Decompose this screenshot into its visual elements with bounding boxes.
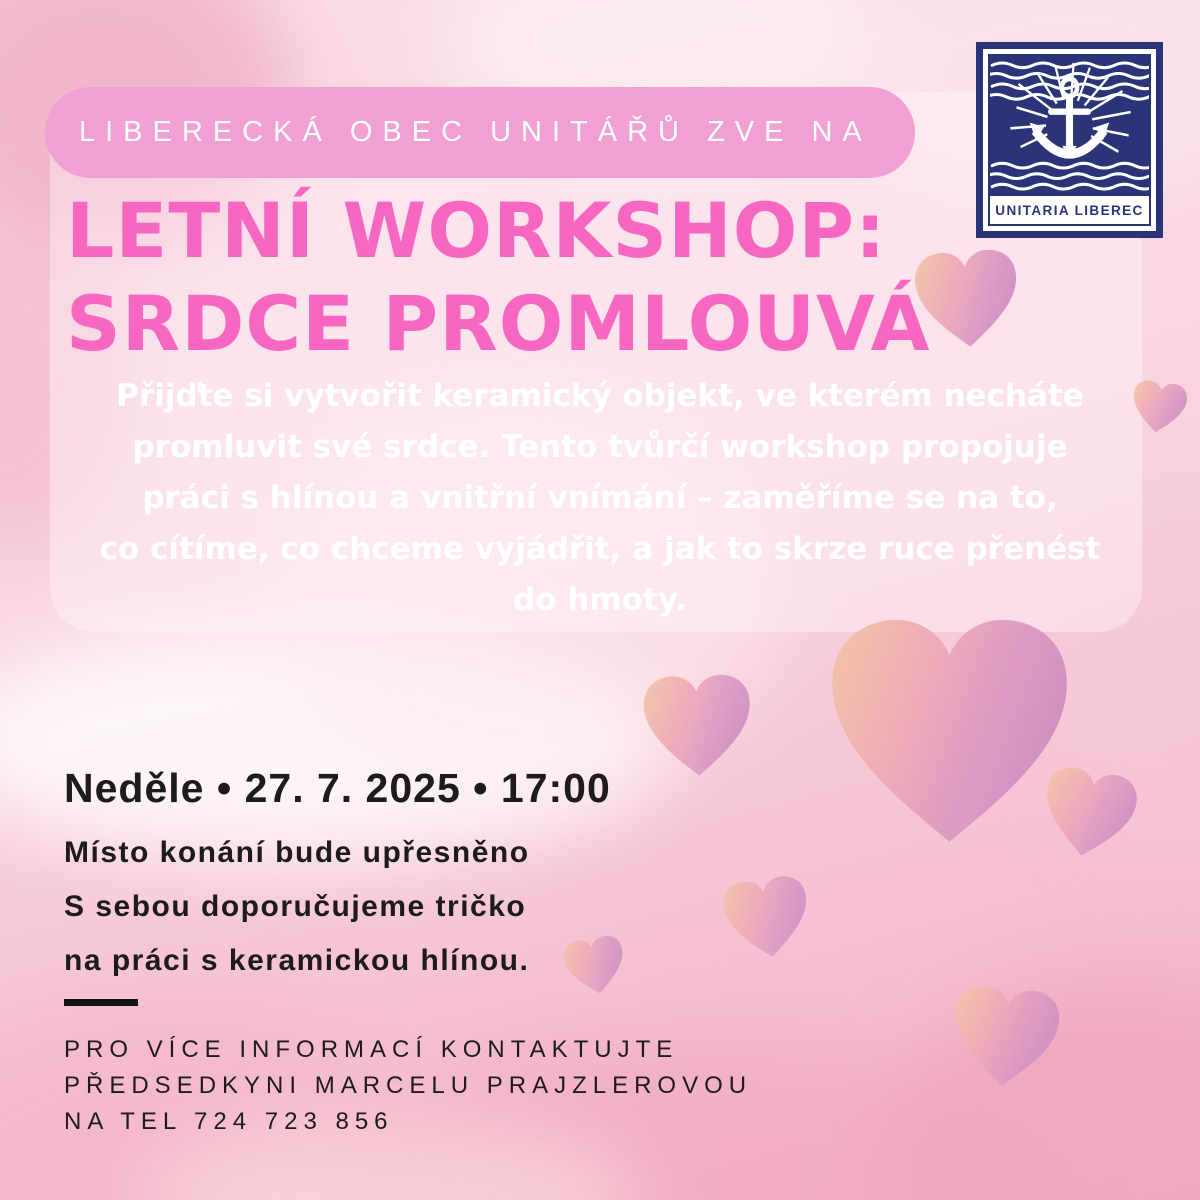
watercolor-heart-icon [638,670,757,780]
description-line: práci s hlínou a vnitřní vnímání – zaměříme se na to, [142,480,1058,516]
detail-line: na práci s keramickou hlínou. [64,944,530,977]
description [55,371,1145,626]
contact-line: PŘEDSEDKYNI MARCELU PRAJZLEROVOU [64,1072,753,1099]
watercolor-heart-icon [558,931,631,1000]
banner-label: LIBERECKÁ OBEC UNITÁŘŮ ZVE NA [79,116,872,148]
description-line: do hmoty. [513,582,687,618]
watercolor-heart-icon [1033,760,1145,866]
event-date-time: Neděle • 27. 7. 2025 • 17:00 [64,765,611,811]
title-line-1: LETNÍ WORKSHOP: [66,186,887,275]
contact-line: NA TEL 724 723 856 [64,1108,394,1135]
description-line: Přijďte si vytvořit keramický objekt, ve kterém necháte [116,378,1084,414]
description-line: co cítíme, co chceme vyjádřit, a jak to skrze ruce přenést [99,531,1101,567]
logo-org-name: UNITARIA LIBEREC [995,202,1144,218]
detail-line: S sebou doporučujeme tričko [64,890,527,923]
watercolor-heart-icon [946,980,1067,1092]
title-line-2: SRDCE PROMLOUVÁ [66,279,931,368]
page-title [66,184,930,370]
divider-line [64,999,138,1006]
banner-pill [45,87,915,178]
watercolor-heart-icon [717,870,818,965]
unitaria-liberec-logo [976,42,1163,238]
anchor-woodcut-icon [990,56,1149,196]
contact-info [64,1032,752,1140]
contact-line: PRO VÍCE INFORMACÍ KONTAKTUJTE [64,1036,679,1063]
description-line: promluvit své srdce. Tento tvůrčí workshop propojuje [132,429,1068,465]
event-details [64,826,530,988]
detail-line: Místo konání bude upřesněno [64,836,530,869]
